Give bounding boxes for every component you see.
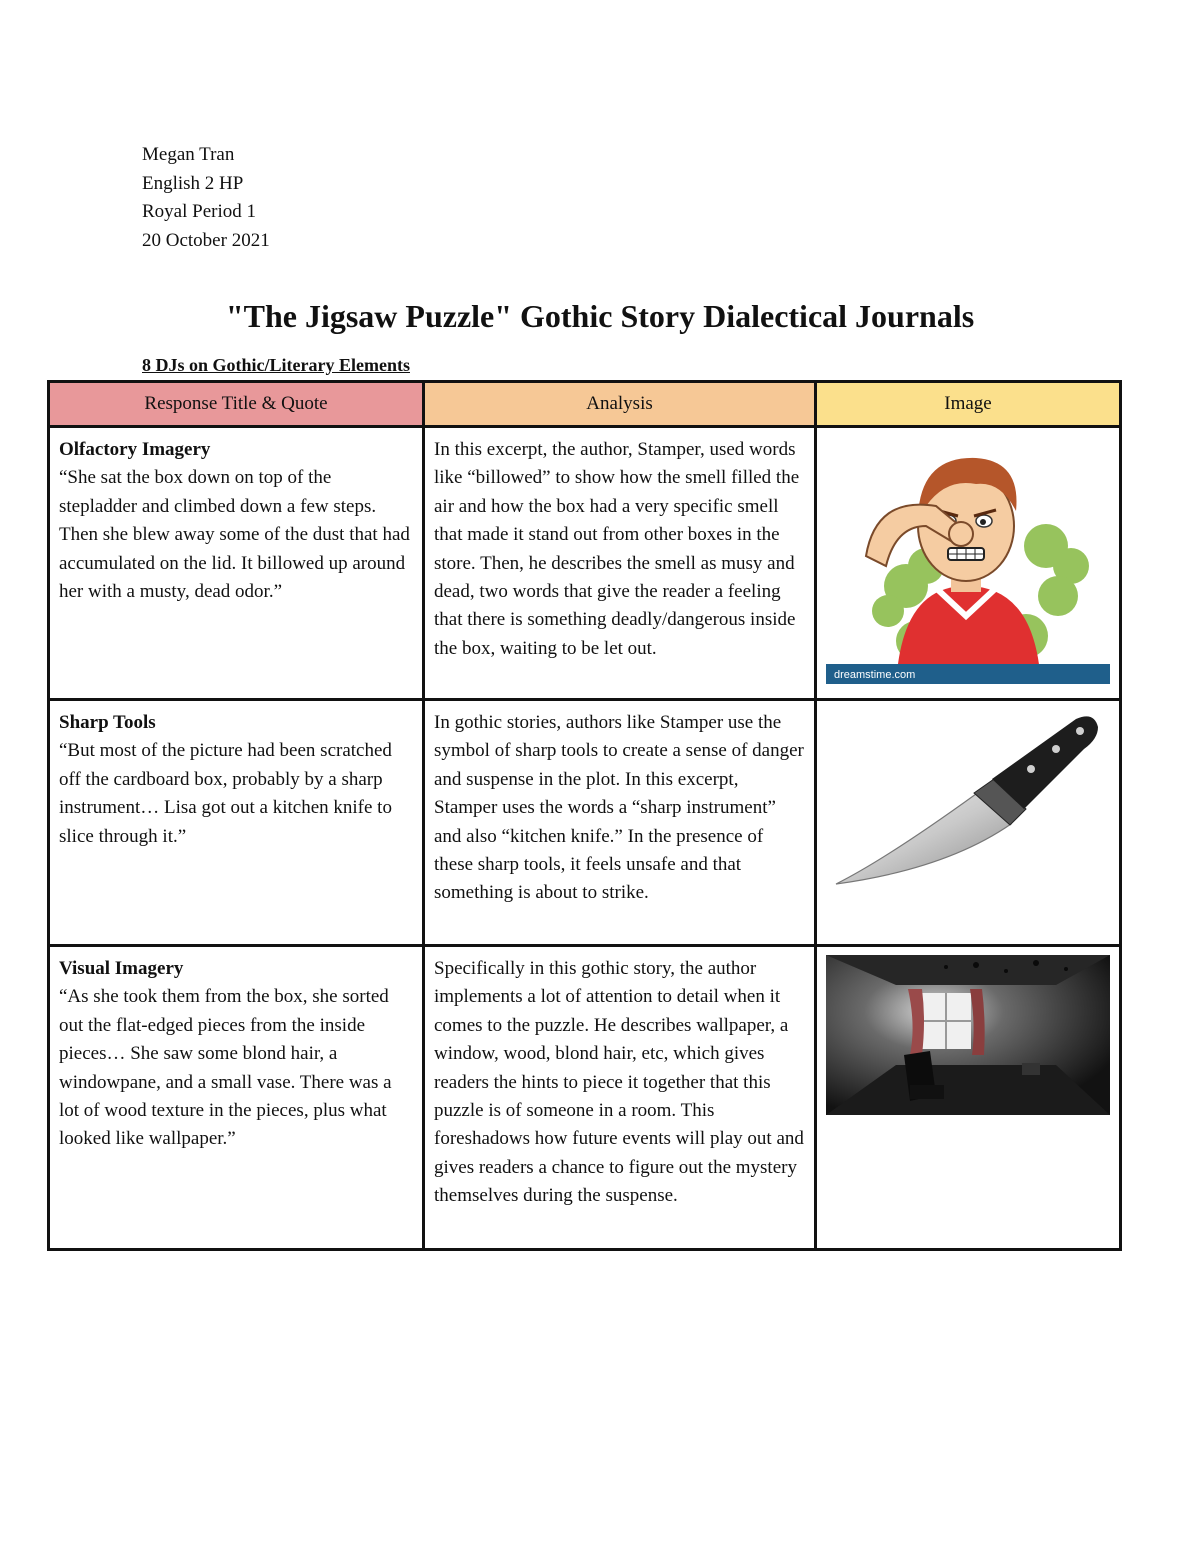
image-cell	[816, 700, 1121, 946]
column-header-image: Image	[816, 382, 1121, 427]
student-name: Megan Tran	[142, 144, 235, 165]
column-header-analysis: Analysis	[424, 382, 816, 427]
table-header-row	[49, 382, 1121, 427]
dialectical-journal-table	[47, 380, 1122, 1251]
response-title: Olfactory Imagery	[59, 439, 211, 460]
document-date: 20 October 2021	[142, 229, 270, 251]
response-cell	[49, 946, 424, 1250]
table-row	[49, 427, 1121, 700]
kitchen-knife-image	[826, 709, 1110, 899]
response-title: Sharp Tools	[59, 712, 156, 733]
image-watermark: dreamstime.com	[834, 669, 916, 681]
response-title: Visual Imagery	[59, 958, 184, 979]
image-cell	[816, 427, 1121, 700]
analysis-cell: Specifically in this gothic story, the author implements a lot of attention to detail when it comes to the puzzle. He describes wallpaper, a window, wood, blond hair, etc, which gives readers the hints to piece it together that this puzzle is of someone in a room. This foreshadows how future events will play out and gives readers a chance to figure out the mystery themselves during the suspense.	[424, 946, 816, 1250]
document-title: "The Jigsaw Puzzle" Gothic Story Dialectical Journals	[225, 298, 975, 334]
cartoon-boy-holding-nose-image	[826, 436, 1110, 684]
table-row	[49, 700, 1121, 946]
student-header	[142, 141, 270, 255]
response-quote: “But most of the picture had been scratched off the cardboard box, probably by a sharp instrument… Lisa got out a kitchen knife to slice through it.”	[59, 740, 392, 847]
table-row	[49, 946, 1121, 1250]
response-cell	[49, 427, 424, 700]
response-quote: “As she took them from the box, she sorted out the flat-edged pieces from the inside pieces… She saw some blond hair, a windowpane, and a small vase. There was a lot of wood texture in the pieces, plus what looked like wallpaper.”	[59, 986, 392, 1150]
course-name: English 2 HP	[142, 172, 244, 194]
analysis-cell: In gothic stories, authors like Stamper use the symbol of sharp tools to create a sense of danger and suspense in the plot. In this excerpt, Stamper uses the words a “sharp instrument” and also “kitchen knife.” In the presence of these sharp tools, it feels unsafe and that something is about to strike.	[424, 700, 816, 946]
document-subtitle: 8 DJs on Gothic/Literary Elements	[142, 355, 410, 375]
response-cell	[49, 700, 424, 946]
column-header-response: Response Title & Quote	[49, 382, 424, 427]
response-quote: “She sat the box down on top of the stepladder and climbed down a few steps. Then she blew away some of the dust that had accumulated on the lid. It billowed up around her with a musty, dead odor.”	[59, 467, 410, 603]
dark-abandoned-room-image	[826, 955, 1110, 1115]
analysis-cell: In this excerpt, the author, Stamper, used words like “billowed” to show how the smell filled the air and how the box had a very specific smell that made it stand out from other boxes in the store. Then, he describes the smell as musy and dead, two words that give the reader a feeling that there is something deadly/dangerous inside the box, waiting to be let out.	[424, 427, 816, 700]
class-period: Royal Period 1	[142, 201, 256, 222]
image-cell	[816, 946, 1121, 1250]
